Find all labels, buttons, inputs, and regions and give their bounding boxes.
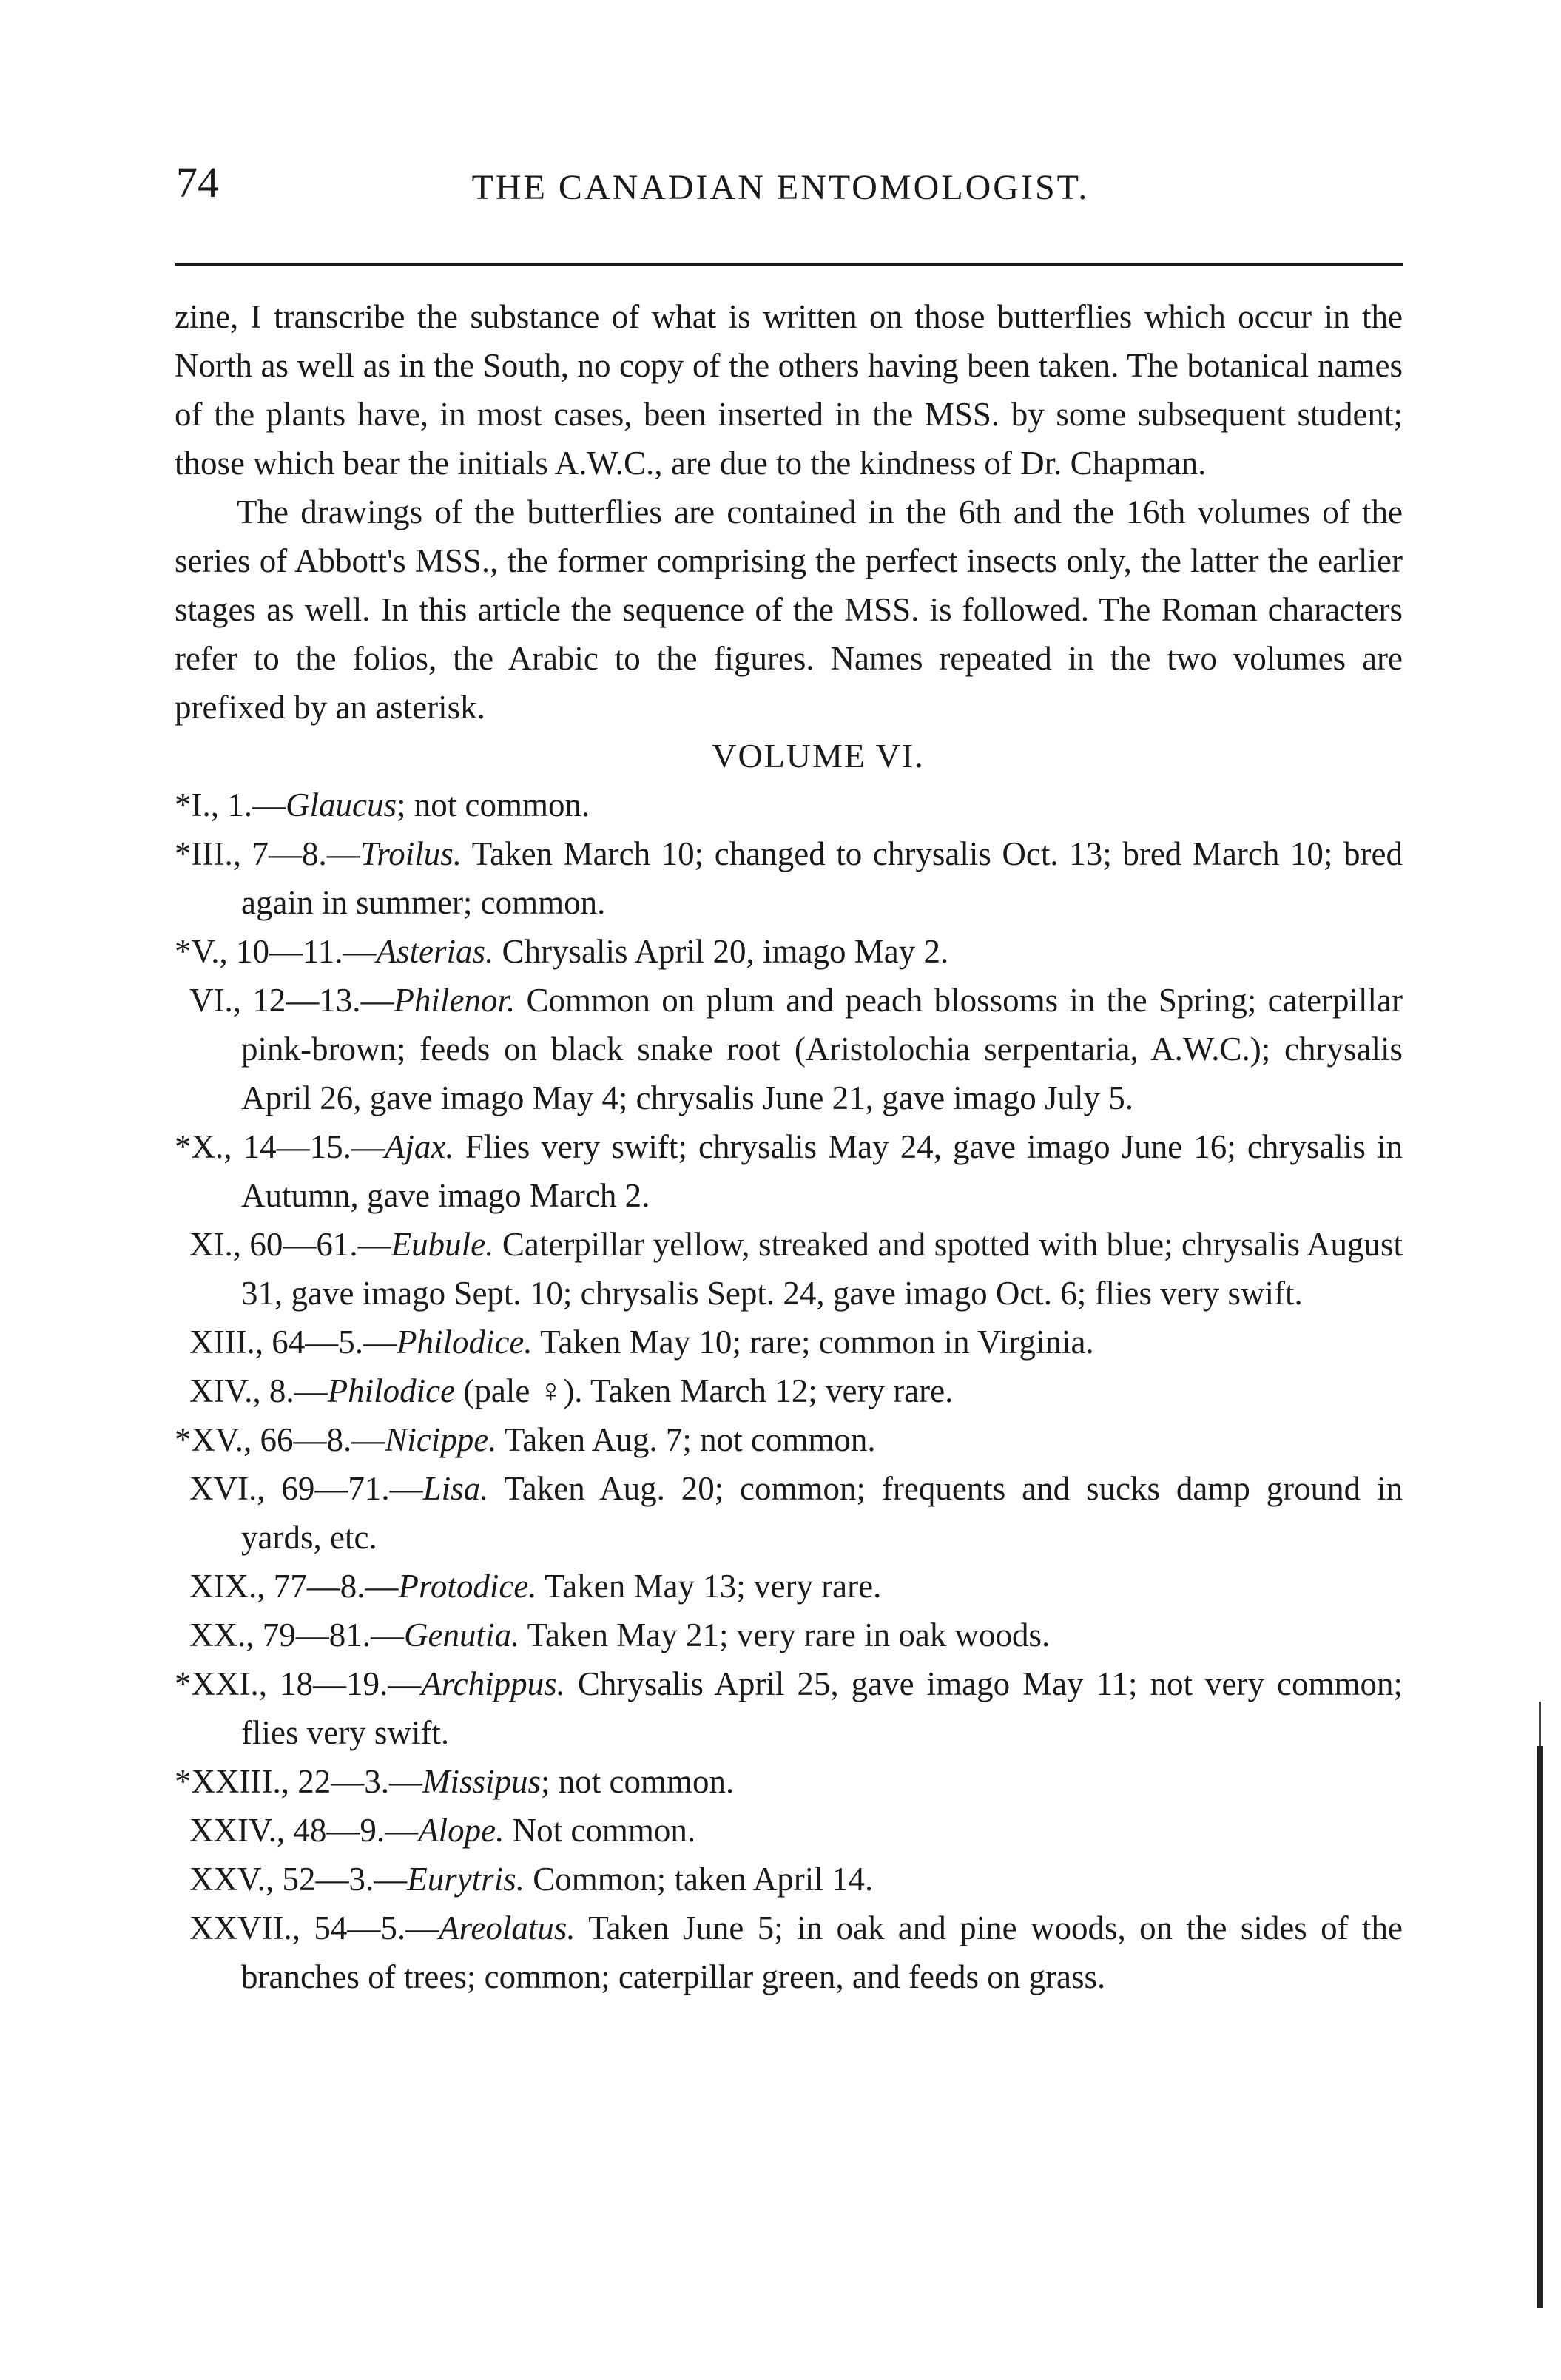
entry-species: Asterias. bbox=[376, 933, 494, 970]
entry-item bbox=[175, 1562, 1403, 1611]
entry-species: Philodice bbox=[327, 1372, 456, 1409]
entry-species: Lisa. bbox=[422, 1470, 489, 1507]
paragraph-continued: zine, I transcribe the substance of what is written on those butterflies which occur in the North as well as in the South, no copy of the others having been taken. The botanical names of the plants have, in most cases, been inserted in the MSS. by some subsequent student; those which bear the initials A.W.C., are due to the kindness of Dr. Chapman. bbox=[175, 298, 1403, 482]
entry-notes: Taken May 21; very rare in oak woods. bbox=[519, 1617, 1051, 1653]
entry-notes: Chrysalis April 20, imago May 2. bbox=[493, 933, 949, 970]
entry-reference: XX., 79—81.— bbox=[189, 1617, 404, 1653]
entry-item bbox=[175, 1659, 1403, 1757]
entry-notes: Not common. bbox=[504, 1812, 696, 1849]
entry-species: Missipus bbox=[422, 1763, 541, 1800]
entry-species: Archippus. bbox=[421, 1665, 565, 1702]
page-number: 74 bbox=[176, 158, 219, 206]
entry-notes: Common on plum and peach blossoms in the Spring; caterpillar pink-brown; feeds on black snake root (Aristolochia serpentaria, A.W.C.); chrysalis April 26, gave imago May 4; chrysalis June 21, gave imago July 5. bbox=[241, 982, 1403, 1116]
entry-species: Eubule. bbox=[391, 1226, 494, 1263]
entry-notes: ; not common. bbox=[540, 1763, 735, 1800]
header-rule bbox=[175, 263, 1403, 266]
entry-item bbox=[175, 1220, 1403, 1318]
entry-species: Areolatus. bbox=[439, 1909, 576, 1946]
entry-species: Eurytris. bbox=[407, 1861, 525, 1898]
entry-notes: Taken June 5; in oak and pine woods, on the sides of the branches of trees; common; caterpillar green, and feeds on grass. bbox=[241, 1909, 1403, 1995]
entry-notes: Flies very swift; chrysalis May 24, gave imago June 16; chrysalis in Autumn, gave imago March 2. bbox=[241, 1128, 1403, 1214]
entry-notes: Taken May 13; very rare. bbox=[536, 1568, 882, 1605]
entry-species: Genutia. bbox=[404, 1617, 520, 1653]
entry-reference: VI., 12—13.— bbox=[189, 982, 394, 1019]
entry-reference: *XV., 66—8.— bbox=[175, 1421, 385, 1458]
entry-notes: Chrysalis April 25, gave imago May 11; not very common; flies very swift. bbox=[241, 1665, 1403, 1751]
entry-notes: Taken Aug. 20; common; frequents and sucks damp ground in yards, etc. bbox=[241, 1470, 1403, 1556]
entry-item bbox=[175, 1415, 1403, 1464]
entry-species: Glaucus bbox=[286, 786, 397, 823]
entry-notes: (pale ♀). Taken March 12; very rare. bbox=[455, 1372, 954, 1409]
entry-species: Ajax. bbox=[384, 1128, 454, 1165]
entry-item bbox=[175, 976, 1403, 1122]
entry-item bbox=[175, 927, 1403, 976]
entry-notes: Caterpillar yellow, streaked and spotted with blue; chrysalis August 31, gave imago Sept. 10; chrysalis Sept. 24, gave imago Oct. 6; flies very swift. bbox=[241, 1226, 1403, 1312]
entry-notes: Taken March 10; changed to chrysalis Oct. 13; bred March 10; bred again in summer; common. bbox=[241, 835, 1403, 921]
entry-item bbox=[175, 1464, 1403, 1562]
entry-item bbox=[175, 1122, 1403, 1220]
paragraph-drawings: The drawings of the butterflies are contained in the 6th and the 16th volumes of the series of Abbott's MSS., the former comprising the perfect insects only, the latter the earlier stages as well. In this article the sequence of the MSS. is followed. The Roman characters refer to the folios, the Arabic to the figures. Names repeated in the two volumes are prefixed by an asterisk. bbox=[175, 493, 1403, 726]
entry-reference: *I., 1.— bbox=[175, 786, 286, 823]
entry-list bbox=[175, 781, 1403, 2001]
entry-item bbox=[175, 1611, 1403, 1659]
entry-species: Alope. bbox=[418, 1812, 505, 1849]
entry-reference: *XXI., 18—19.— bbox=[175, 1665, 422, 1702]
entry-reference: XIII., 64—5.— bbox=[189, 1324, 397, 1361]
entry-species: Protodice. bbox=[398, 1568, 537, 1605]
entry-reference: *III., 7—8.— bbox=[175, 835, 360, 872]
entry-reference: XIX., 77—8.— bbox=[189, 1568, 399, 1605]
entry-species: Philodice. bbox=[396, 1324, 533, 1361]
entry-item bbox=[175, 829, 1403, 927]
entry-species: Nicippe. bbox=[385, 1421, 497, 1458]
entry-notes: ; not common. bbox=[397, 786, 590, 823]
entry-notes: Common; taken April 14. bbox=[524, 1861, 874, 1898]
body-text bbox=[175, 292, 1403, 2001]
entry-reference: XIV., 8.— bbox=[189, 1372, 328, 1409]
entry-reference: XXIV., 48—9.— bbox=[189, 1812, 419, 1849]
entry-reference: XI., 60—61.— bbox=[189, 1226, 391, 1263]
entry-reference: *XXIII., 22—3.— bbox=[175, 1763, 422, 1800]
entry-item bbox=[175, 781, 1403, 829]
entry-reference: XVI., 69—71.— bbox=[189, 1470, 423, 1507]
section-title: VOLUME VI. bbox=[712, 737, 925, 775]
entry-reference: XXVII., 54—5.— bbox=[189, 1909, 439, 1946]
entry-item bbox=[175, 1806, 1403, 1855]
entry-species: Philenor. bbox=[394, 982, 516, 1019]
entry-item bbox=[175, 1366, 1403, 1415]
entry-item bbox=[175, 1757, 1403, 1806]
entry-reference: XXV., 52—3.— bbox=[189, 1861, 408, 1898]
entry-reference: *X., 14—15.— bbox=[175, 1128, 385, 1165]
entry-reference: *V., 10—11.— bbox=[175, 933, 377, 970]
entry-item bbox=[175, 1855, 1403, 1904]
running-title: THE CANADIAN ENTOMOLOGIST. bbox=[471, 168, 1090, 207]
entry-notes: Taken May 10; rare; common in Virginia. bbox=[532, 1324, 1094, 1361]
entry-species: Troilus. bbox=[360, 835, 462, 872]
entry-item bbox=[175, 1318, 1403, 1366]
entry-notes: Taken Aug. 7; not common. bbox=[496, 1421, 876, 1458]
margin-scan-mark bbox=[1539, 1702, 1541, 1746]
entry-item bbox=[175, 1904, 1403, 2001]
margin-scan-bar bbox=[1537, 1746, 1543, 2308]
